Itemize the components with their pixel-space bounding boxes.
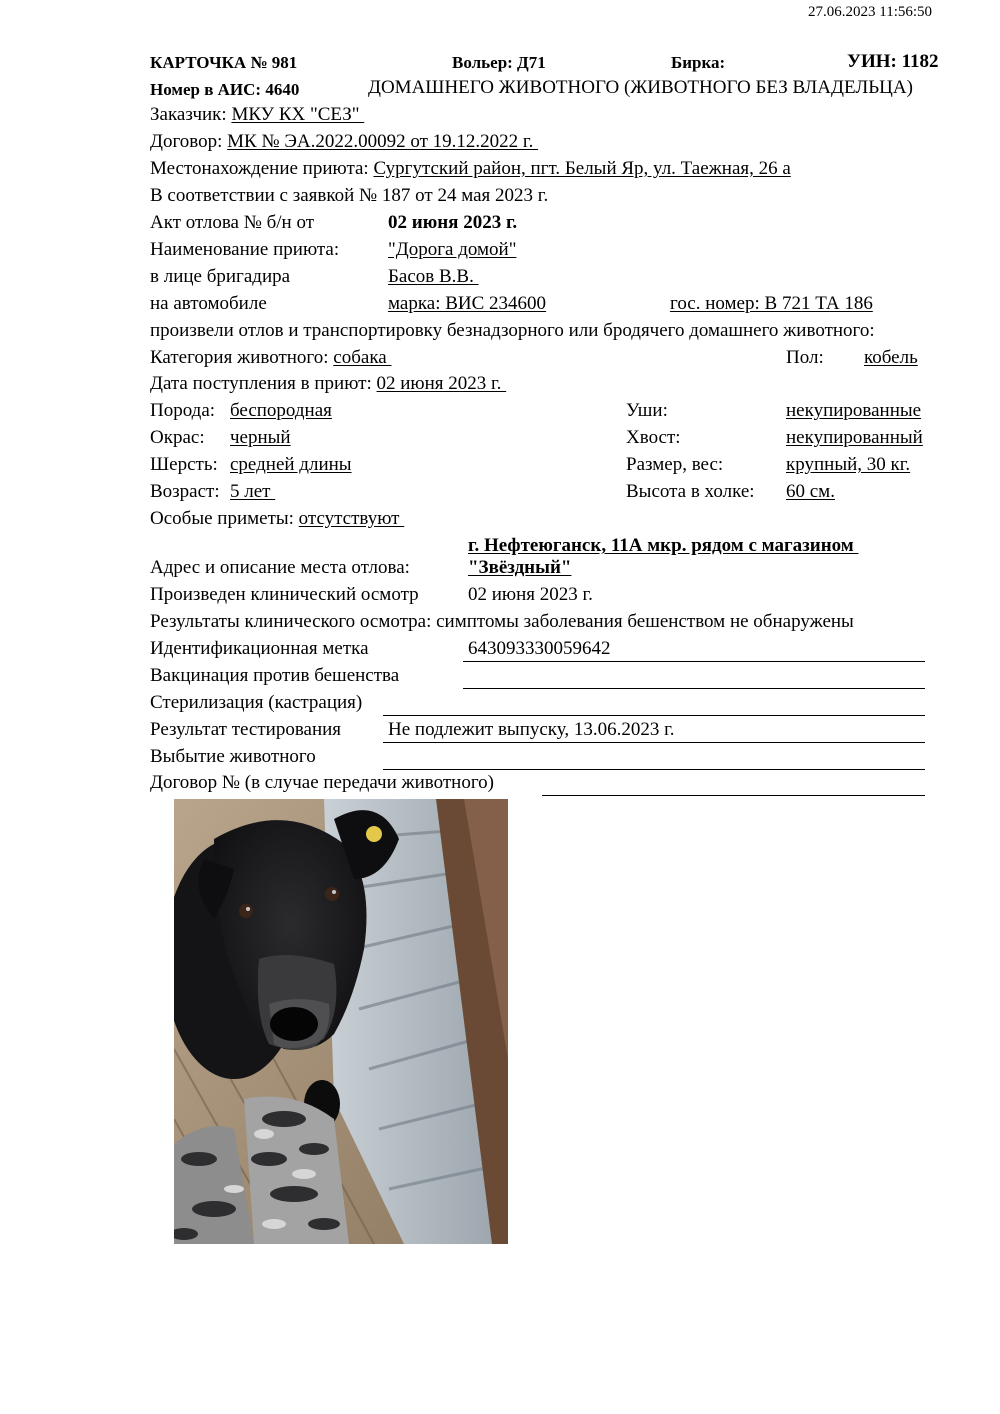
transfer-contract-label: Договор № (в случае передачи животного) bbox=[150, 772, 494, 793]
breed-label: Порода: bbox=[150, 400, 216, 421]
animal-photo bbox=[174, 799, 508, 1244]
tag-label: Бирка: bbox=[671, 53, 726, 72]
fur-value: средней длины bbox=[230, 454, 352, 475]
uin: УИН: 1182 bbox=[847, 51, 939, 72]
contract-row bbox=[150, 131, 538, 153]
foreman-value: Басов В.В. bbox=[388, 266, 479, 287]
transfer-contract-line bbox=[542, 795, 925, 796]
exam-value: 02 июня 2023 г. bbox=[468, 584, 593, 605]
customer-value: МКУ КХ "СЕЗ" bbox=[231, 104, 365, 125]
exam-results-label: Результаты клинического осмотра: bbox=[150, 611, 432, 632]
exam-results-row bbox=[150, 611, 854, 633]
sterilization-label: Стерилизация (кастрация) bbox=[150, 692, 363, 713]
ais-number: Номер в АИС: 4640 bbox=[150, 80, 300, 99]
id-mark-label: Идентификационная метка bbox=[150, 638, 369, 659]
vaccination-label: Вакцинация против бешенства bbox=[150, 665, 400, 686]
special-label: Особые приметы: bbox=[150, 508, 294, 529]
capture-place-line2: "Звёздный" bbox=[468, 557, 572, 578]
id-mark-line bbox=[463, 661, 925, 662]
enclosure: Вольер: Д71 bbox=[452, 53, 546, 72]
print-timestamp: 27.06.2023 11:56:50 bbox=[808, 4, 933, 20]
shelter-name-label: Наименование приюта: bbox=[150, 239, 340, 260]
height-value: 60 см. bbox=[786, 481, 835, 502]
document-title: ДОМАШНЕГО ЖИВОТНОГО (ЖИВОТНОГО БЕЗ ВЛАДЕЛЬЦА) bbox=[368, 77, 913, 98]
id-mark-value: 643093330059642 bbox=[468, 638, 611, 659]
action-line: произвели отлов и транспортировку безнадзорного или бродячего домашнего животного: bbox=[150, 320, 875, 341]
capture-act-label: Акт отлова № б/н от bbox=[150, 212, 315, 233]
arrival-label: Дата поступления в приют: bbox=[150, 373, 372, 394]
shelter-location-row bbox=[150, 158, 791, 180]
arrival-value: 02 июня 2023 г. bbox=[376, 373, 507, 394]
size-value: крупный, 30 кг. bbox=[786, 454, 911, 475]
category-label: Категория животного: bbox=[150, 347, 329, 368]
shelter-location-value: Сургутский район, пгт. Белый Яр, ул. Таежная, 26 а bbox=[373, 158, 791, 179]
test-result-label: Результат тестирования bbox=[150, 719, 342, 740]
vehicle-plate: гос. номер: В 721 ТА 186 bbox=[670, 293, 873, 314]
sex-value: кобель bbox=[864, 347, 918, 368]
tail-label: Хвост: bbox=[626, 427, 681, 448]
test-result-line bbox=[383, 742, 925, 743]
size-label: Размер, вес: bbox=[626, 454, 724, 475]
contract-value: МК № ЭА.2022.00092 от 19.12.2022 г. bbox=[227, 131, 539, 152]
shelter-name-value: "Дорога домой" bbox=[388, 239, 517, 260]
request-line: В соответствии с заявкой № 187 от 24 мая 2023 г. bbox=[150, 185, 549, 206]
special-row bbox=[150, 508, 404, 530]
departure-line bbox=[383, 769, 925, 770]
foreman-label: в лице бригадира bbox=[150, 266, 291, 287]
special-value: отсутствуют bbox=[298, 508, 405, 529]
breed-value: беспородная bbox=[230, 400, 332, 421]
contract-label: Договор: bbox=[150, 131, 223, 152]
ears-value: некупированные bbox=[786, 400, 922, 421]
tail-value: некупированный bbox=[786, 427, 923, 448]
sterilization-line bbox=[383, 715, 925, 716]
sex-label: Пол: bbox=[786, 347, 824, 368]
test-result-value: Не подлежит выпуску, 13.06.2023 г. bbox=[388, 719, 675, 740]
color-label: Окрас: bbox=[150, 427, 205, 448]
departure-label: Выбытие животного bbox=[150, 746, 316, 767]
capture-act-date: 02 июня 2023 г. bbox=[388, 212, 518, 233]
exam-label: Произведен клинический осмотр bbox=[150, 584, 419, 605]
fur-label: Шерсть: bbox=[150, 454, 218, 475]
category-value: собака bbox=[333, 347, 392, 368]
ears-label: Уши: bbox=[626, 400, 668, 421]
vehicle-label: на автомобиле bbox=[150, 293, 267, 314]
vaccination-line bbox=[463, 688, 925, 689]
category-row bbox=[150, 347, 391, 369]
shelter-location-label: Местонахождение приюта: bbox=[150, 158, 369, 179]
arrival-row bbox=[150, 373, 506, 395]
customer-row bbox=[150, 104, 364, 126]
vehicle-brand: марка: ВИС 234600 bbox=[388, 293, 547, 314]
height-label: Высота в холке: bbox=[626, 481, 755, 502]
capture-place-line1: г. Нефтеюганск, 11А мкр. рядом с магазином bbox=[468, 535, 859, 556]
customer-label: Заказчик: bbox=[150, 104, 227, 125]
age-value: 5 лет bbox=[230, 481, 276, 502]
color-value: черный bbox=[230, 427, 291, 448]
age-label: Возраст: bbox=[150, 481, 220, 502]
capture-place-label: Адрес и описание места отлова: bbox=[150, 557, 410, 578]
exam-results-value: симптомы заболевания бешенством не обнаружены bbox=[436, 611, 854, 632]
card-number: КАРТОЧКА № 981 bbox=[150, 53, 298, 72]
